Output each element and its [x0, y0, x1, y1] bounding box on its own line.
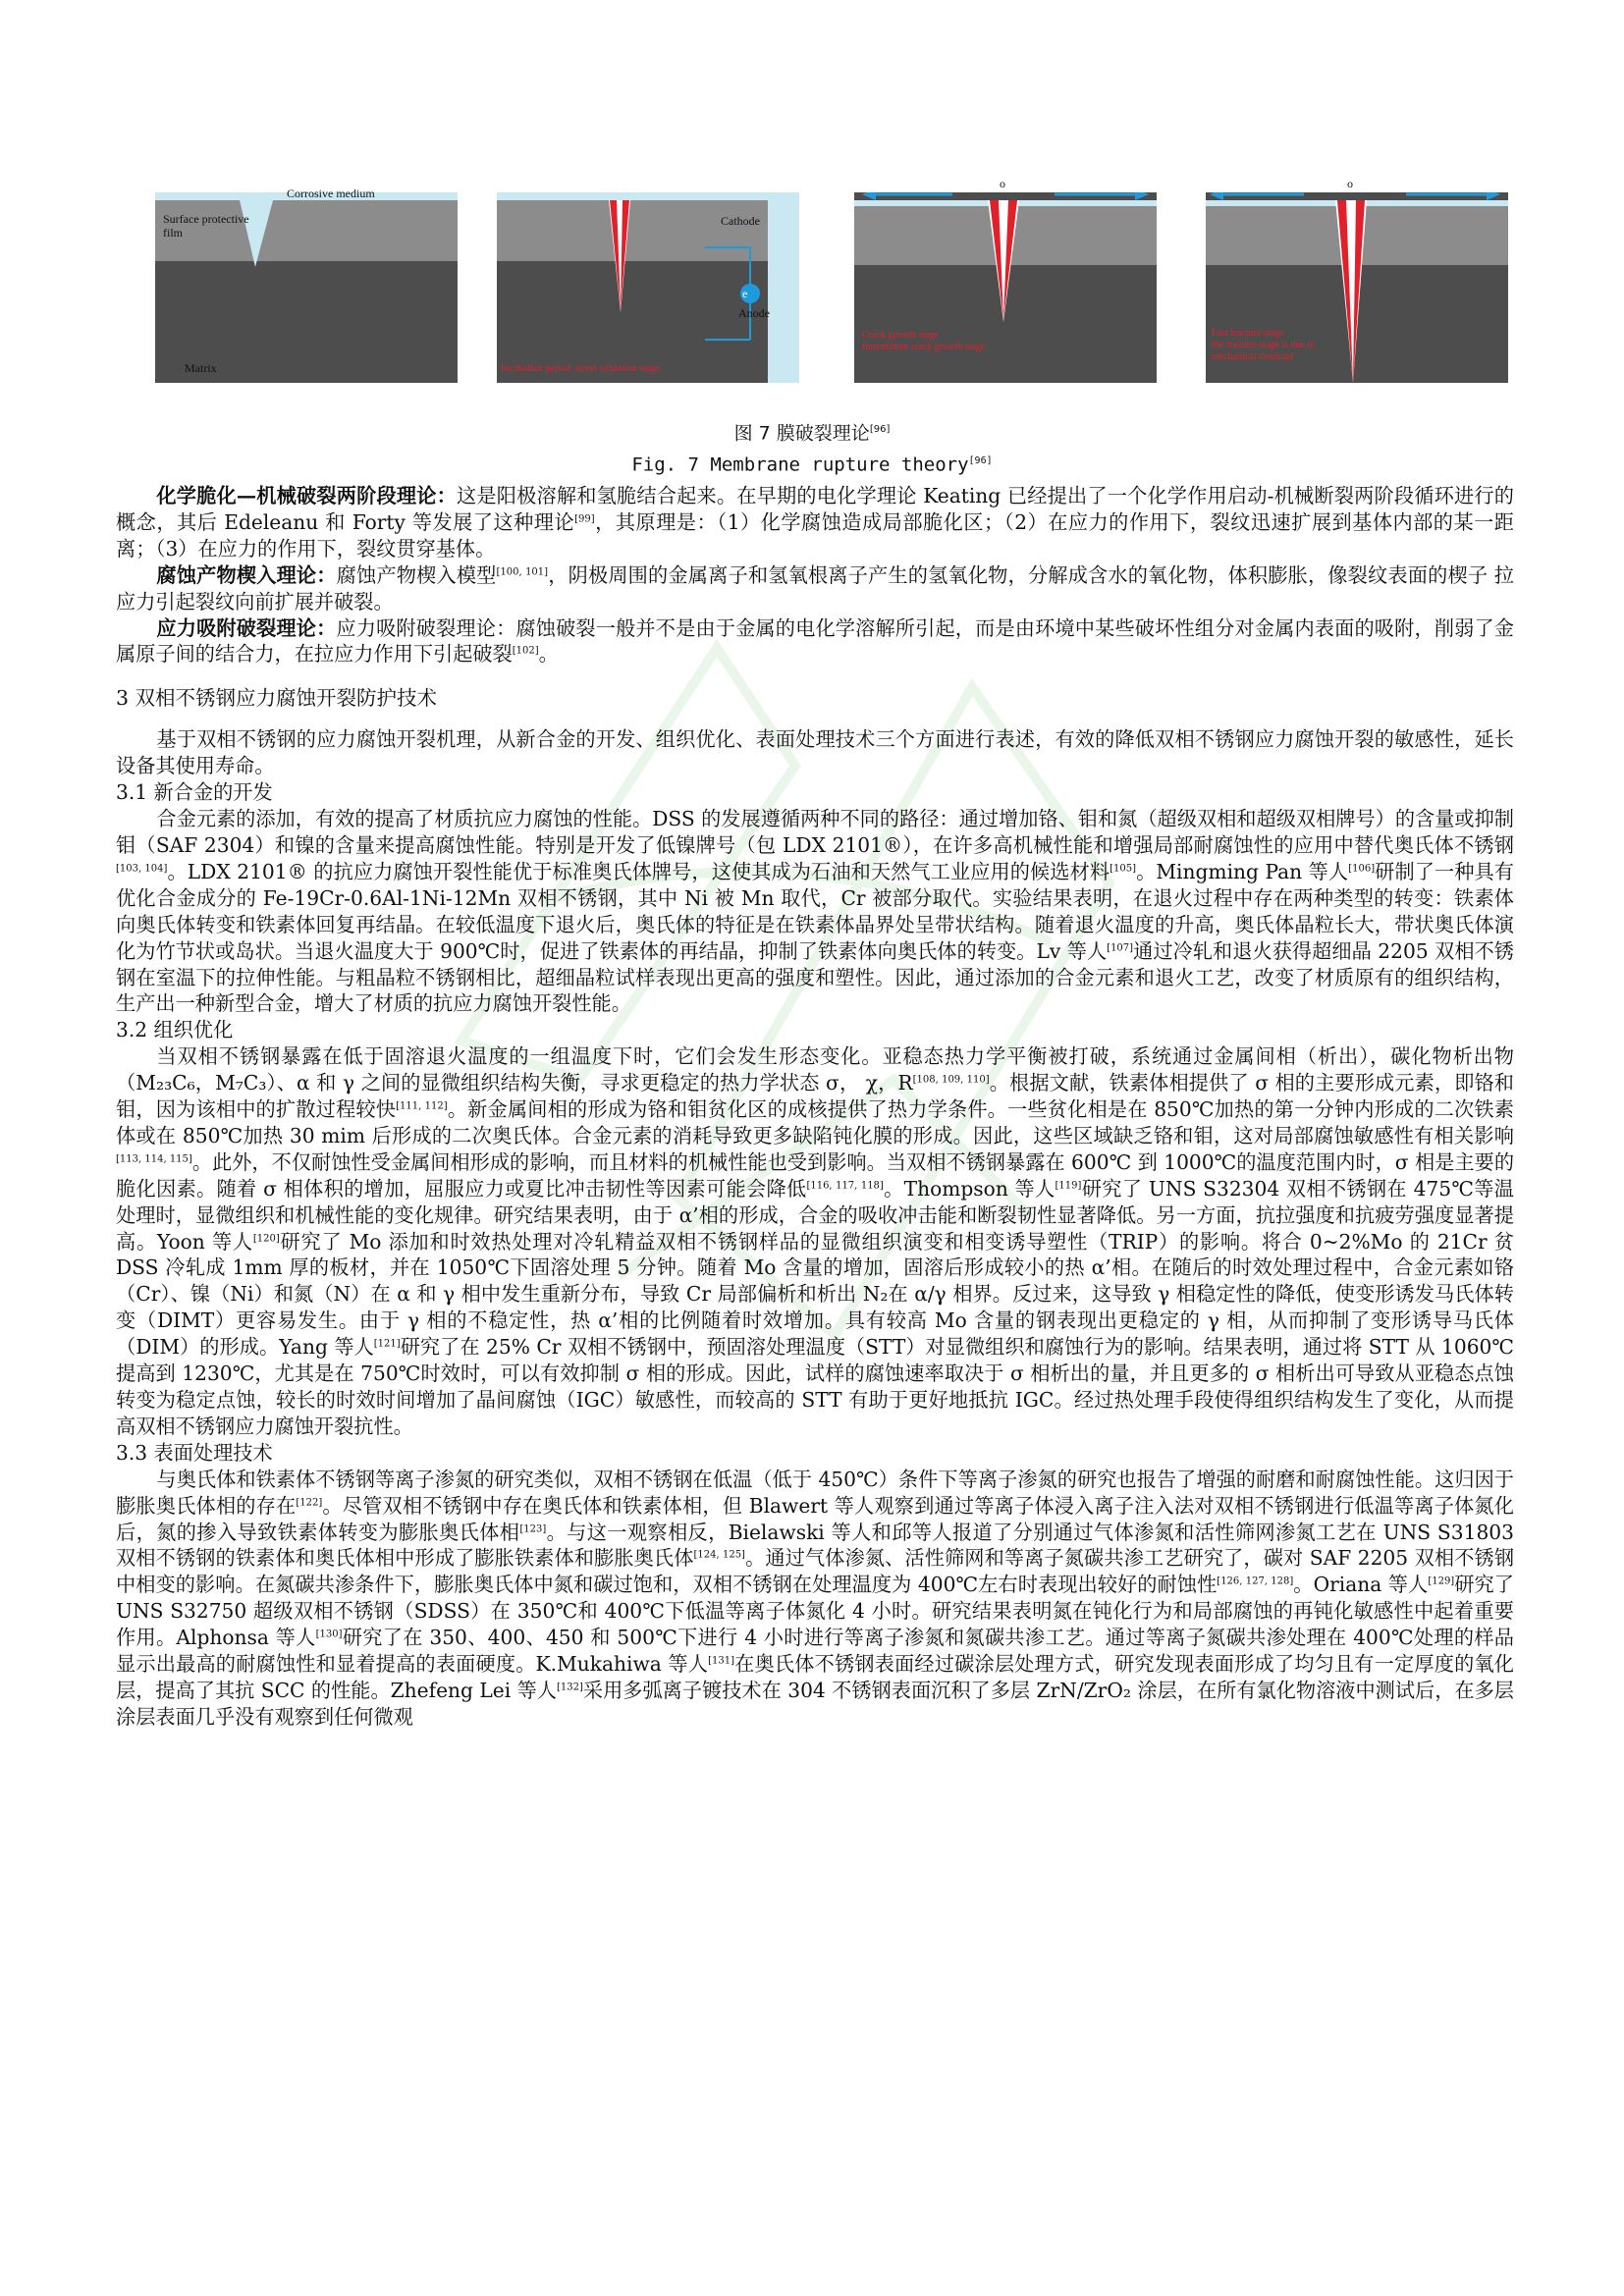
citation: [132] — [557, 1682, 583, 1693]
citation: [113, 114, 115] — [116, 1153, 192, 1165]
paragraph-surface-treatment — [116, 1467, 1514, 1731]
lead-corrosion-wedging: 腐蚀产物楔入理论： — [156, 562, 337, 587]
figure-panel-2 — [497, 192, 799, 383]
text: 。与这一观察相反，Bielawski 等人和邱等人报道了分别通过气体渗氮和活性筛网渗氮工艺在 UNS S31803 双相不锈钢的铁素体和奥氏体相中形成了膨胀铁素体和膨胀奥氏体 — [116, 1520, 1514, 1571]
figure-panel-3 — [854, 177, 1157, 383]
surface-film-label: Surface protective film — [163, 212, 249, 240]
citation: [107] — [1107, 941, 1134, 953]
citation: [103, 104] — [116, 863, 168, 875]
caption-cn-text: 图 7 膜破裂理论 — [733, 422, 870, 445]
figure-panel-1 — [155, 187, 458, 383]
text: ，其原理是：（1）化学腐蚀造成局部脆化区；（2）在应力的作用下，裂纹迅速扩展到基体内部的某一距离；（3）在应力的作用下，裂纹贯穿基体。 — [116, 509, 1514, 561]
citation: [124, 125] — [693, 1549, 745, 1561]
text: 。通过气体渗氮、活性筛网和等离子氮碳共渗工艺研究了，碳对 SAF 2205 双相不锈钢中相变的影响。在氮碳共渗条件下，膨胀奥氏体中氮和碳过饱和，双相不锈钢在处理温度为 400℃左右时表现出较好的耐蚀性 — [116, 1546, 1515, 1597]
section-heading-3: 3 双相不锈钢应力腐蚀开裂防护技术 — [116, 686, 438, 711]
text: 。Oriana 等人 — [1293, 1573, 1429, 1597]
text: 。根据文献，铁素体相提供了 σ 相的主要形成元素，即铬和钼，因为该相中的扩散过程较快 — [116, 1071, 1514, 1122]
subsection-heading-3-3: 3.3 表面处理技术 — [116, 1440, 273, 1465]
subsection-heading-3-2: 3.2 组织优化 — [116, 1018, 234, 1042]
anode-label: Anode — [738, 306, 770, 320]
text: 应力吸附破裂理论：腐蚀破裂一般并不是由于金属的电化学溶解所引起，而是由环境中某些破坏性组分对金属内表面的吸附，削弱了金属原子间的结合力，在拉应力作用下引起破裂 — [116, 615, 1514, 667]
paragraph-corrosion-wedging — [116, 562, 1514, 615]
citation: [105] — [1110, 863, 1137, 875]
text: 研究了 Mo 添加和时效热处理对冷轧精益双相不锈钢样品的显微组织演变和相变诱导塑性（TRIP）的影响。将合 0~2%Mo 的 21Cr 贫 DSS 冷轧成 1mm 厚的板材，并在 1050℃下固溶处理 5 分钟。随着 Mo 含量的增加，固溶后形成较小的热 α’相。在随后的时效处理过程中，合金元素如铬（Cr）、镍（Ni）和氮（N）在 α 和 γ 相中发生重新分布，导致 Cr 局部偏析和析出 N₂在 α/γ 相界。反过来，这导致 γ 相稳定性的降低，使变形诱发马氏体转变（DIMT）更容易发生。由于 γ 相的不稳定性，热 α’相的比例随着时效增加。具有较高 Mo 含量的钢表现出更稳定的 γ 相，从而抑制了变形诱导马氏体（DIM）的形成。Yang 等人 — [116, 1229, 1514, 1360]
paragraph-section-3-intro — [116, 726, 1514, 779]
text: 研究了 UNS S32750 超级双相不锈钢（SDSS）在 350℃和 400℃下低温等离子体氮化 4 小时。研究结果表明氮在钝化行为和局部腐蚀的再钝化敏感性中起着重要作用。Alphonsa 等人 — [116, 1573, 1514, 1650]
paragraph-microstructure — [116, 1043, 1514, 1440]
citation: [102] — [512, 645, 539, 657]
citation: [131] — [708, 1655, 734, 1667]
text: 。Thompson 等人 — [883, 1176, 1056, 1201]
text: 研究了在 25% Cr 双相不锈钢中，预固溶处理温度（STT）对显微组织和腐蚀行为的影响。结果表明，通过将 STT 从 1060℃提高到 1230℃，尤其是在 750℃时效时，可以有效抑制 σ 相的形成。因此，试样的腐蚀速率取决于 σ 相析出的量，并且更多的 σ 相析出可导致从亚稳态点蚀转变为稳定点蚀，较长的时效时间增加了晶间腐蚀（IGC）敏感性，而较高的 STT 有助于更好地抵抗 IGC。经过热处理手段使得组织结构发生了变化，从而提高双相不锈钢应力腐蚀开裂抗性。 — [116, 1335, 1515, 1438]
text: 。Mingming Pan 等人 — [1136, 859, 1349, 883]
text: 研制了一种具有优化合金成分的 Fe-19Cr-0.6Al-1Ni-12Mn 双相不锈钢，其中 Ni 被 Mn 取代，Cr 被部分取代。实验结果表明，在退火过程中存在两种类型的转变：铁素体向奥氏体转变和铁素体回复再结晶。在较低温度下退火后，奥氏体的特征是在铁素体晶界处呈带状结构。随着退火温度的升高，奥氏体晶粒长大，带状奥氏体演化为竹节状或岛状。当退火温度大于 900℃时，促进了铁素体的再结晶，抑制了铁素体向奥氏体的转变。Lv 等人 — [116, 859, 1514, 963]
citation: [120] — [252, 1232, 280, 1244]
figure-caption-cn — [0, 417, 1624, 446]
text: 当双相不锈钢暴露在低于固溶退火温度的一组温度下时，它们会发生形态变化。亚稳态热力学平衡被打破，系统通过金属间相（析出），碳化物析出物（M₂₃C₆，M₇C₃）、α 和 γ 之间的显微组织结构失衡，寻求更稳定的热力学状态 σ， χ，R — [116, 1044, 1514, 1095]
lead-chemical-embrittlement: 化学脆化—机械破裂两阶段理论： — [156, 484, 458, 507]
subsection-heading-3-1: 3.1 新合金的开发 — [116, 780, 273, 805]
text: 腐蚀产物楔入模型 — [336, 562, 497, 587]
text: 。 — [538, 642, 559, 667]
citation: [130] — [315, 1629, 343, 1640]
citation: [123] — [519, 1522, 547, 1534]
text: 基于双相不锈钢的应力腐蚀开裂机理，从新合金的开发、组织优化、表面处理技术三个方面进行表述，有效的降低双相不锈钢应力腐蚀开裂的敏感性，延长设备其使用寿命。 — [116, 727, 1514, 778]
figure-panel-4 — [1206, 177, 1508, 383]
body-text — [116, 483, 1514, 1731]
citation: [111, 112] — [396, 1100, 448, 1112]
text: 。尽管双相不锈钢中存在奥氏体和铁素体相，但 Blawert 等人观察到通过等离子体浸入离子注入法对双相不锈钢进行低温等离子体氮化后，氮的掺入导致铁素体转变为膨胀奥氏体相 — [116, 1493, 1514, 1544]
incubation-stage-label: Incubation period: stress oxidation stage — [501, 363, 660, 374]
text: 研究了 UNS S32304 双相不锈钢在 475℃等温处理时，显微组织和机械性能的变化规律。研究结果表明，由于 α’相的形成，合金的吸收冲击能和断裂韧性显著降低。另一方面，抗拉强度和抗疲劳强度显著提高。Yoon 等人 — [116, 1176, 1514, 1254]
citation: [108, 109, 110] — [912, 1074, 990, 1086]
text: 在奥氏体不锈钢表面经过碳涂层处理方式，研究发现表面形成了均匀且有一定厚度的氧化层，提高了其抗 SCC 的性能。Zhefeng Lei 等人 — [116, 1652, 1514, 1702]
text: 。LDX 2101® 的抗应力腐蚀开裂性能优于标准奥氏体牌号，这使其成为石油和天然气工业应用的候选材料 — [167, 859, 1110, 883]
corrosive-medium-label: Corrosive medium — [287, 187, 375, 200]
stress-symbol: o — [1347, 177, 1353, 190]
text: 通过冷轧和退火获得超细晶 2205 双相不锈钢在室温下的拉伸性能。与粗晶粒不锈钢相比，超细晶粒试样表现出更高的强度和塑性。因此，通过添加的合金元素和退火工艺，改变了材质原有的组织结构，生产出一种新型合金，增大了材质的抗应力腐蚀开裂性能。 — [116, 938, 1514, 1016]
text: 采用多弧离子镀技术在 304 不锈钢表面沉积了多层 ZrN/ZrO₂ 涂层，在所有氯化物溶液中测试后，在多层涂层表面几乎没有观察到任何微观 — [116, 1678, 1514, 1729]
figure-7 — [155, 177, 1461, 383]
fast-fracture-stage-label: Fast fracture stage the fracture stage is due to mechanical overload — [1212, 328, 1316, 362]
text: 。此外，不仅耐蚀性受金属间相形成的影响，而且材料的机械性能也受到影响。当双相不锈钢暴露在 600℃ 到 1000℃的温度范围内时，σ 相是主要的脆化因素。随着 σ 相体积的增加，屈服应力或夏比冲击韧性等因素可能会降低 — [116, 1149, 1515, 1201]
citation: [126, 127, 128] — [1217, 1575, 1294, 1587]
citation: [116, 117, 118] — [806, 1180, 884, 1192]
citation: [129] — [1428, 1575, 1455, 1587]
citation: [122] — [296, 1496, 323, 1508]
text: 合金元素的添加，有效的提高了材质抗应力腐蚀的性能。DSS 的发展遵循两种不同的路径：通过增加铬、钼和氮（超级双相和超级双相牌号）的含量或抑制钼（SAF 2304）和镍的含量来提高腐蚀性能。特别是开发了低镍牌号（包 LDX 2101®），在许多高机械性能和增强局部耐腐蚀性的应用中替代奥氏体不锈钢 — [116, 807, 1514, 857]
caption-cn-ref: [96] — [869, 424, 891, 435]
citation: [106] — [1348, 863, 1376, 875]
text: ，阴极周围的金属离子和氢氧根离子产生的氢氧化物，分解成含水的氧化物，体积膨胀，像裂纹表面的楔子 拉应力引起裂纹向前扩展并破裂。 — [116, 562, 1514, 614]
lead-stress-adsorption: 应力吸附破裂理论： — [156, 615, 337, 640]
caption-en-ref: [96] — [968, 455, 993, 466]
citation: [100, 101] — [496, 565, 549, 577]
text: 。新金属间相的形成为铬和钼贫化区的成核提供了热力学条件。一些贫化相是在 850℃加热的第一分钟内形成的二次铁素体或在 850℃加热 30 mim 后形成的二次奥氏体。合金元素的消耗导致更多缺陷钝化膜的形成。因此，这些区域缺乏铬和钼，这对局部腐蚀敏感性有相关影响 — [116, 1097, 1514, 1148]
citation: [99] — [574, 513, 595, 525]
figure-caption-en — [0, 449, 1624, 477]
paragraph-chemical-embrittlement — [116, 483, 1514, 562]
caption-en-text: Fig. 7 Membrane rupture theory — [631, 454, 969, 476]
paragraph-stress-adsorption — [116, 615, 1514, 668]
text: 研究了在 350、400、450 和 500℃下进行 4 小时进行等离子渗氮和氮碳共渗工艺。通过等离子氮碳共渗处理在 400℃处理的样品显示出最高的耐腐蚀性和显着提高的表面硬度。K.Mukahiwa 等人 — [116, 1626, 1514, 1677]
paragraph-new-alloys — [116, 806, 1514, 1017]
text: 这是阳极溶解和氢脆结合起来。在早期的电化学理论 Keating 已经提出了一个化学作用启动-机械断裂两阶段循环进行的概念，其后 Edeleanu 和 Forty 等发展了这种理论 — [116, 484, 1514, 534]
crack-growth-stage-label: Crack growth stage Intermittent crack growth stage — [862, 330, 986, 352]
electron-label: e — [742, 287, 748, 300]
text: 与奥氏体和铁素体不锈钢等离子渗氮的研究类似，双相不锈钢在低温（低于 450℃）条件下等离子渗氮的研究也报告了增强的耐磨和耐腐蚀性能。这归因于膨胀奥氏体相的存在 — [116, 1467, 1514, 1518]
citation: [121] — [373, 1338, 401, 1350]
cathode-label: Cathode — [721, 214, 760, 228]
citation: [119] — [1055, 1180, 1082, 1192]
matrix-label: Matrix — [185, 361, 217, 375]
stress-symbol: o — [1000, 177, 1005, 190]
